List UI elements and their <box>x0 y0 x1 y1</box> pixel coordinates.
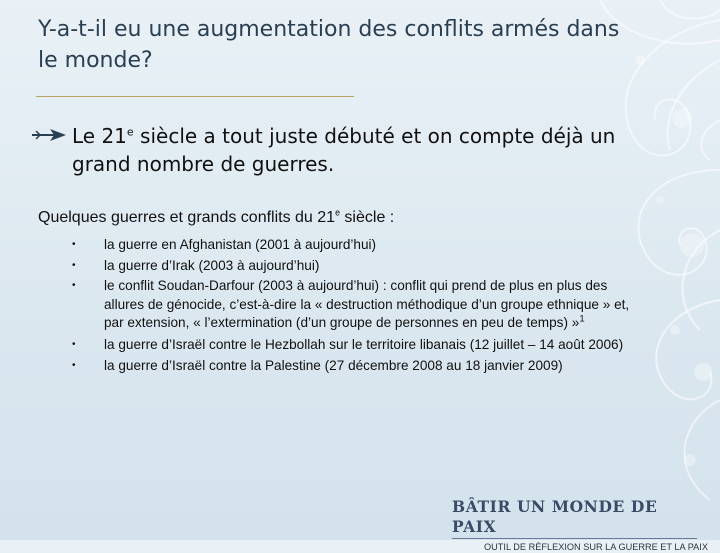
conflicts-subheading: Quelques guerres et grands conflits du 21e siècle : <box>38 207 395 226</box>
footnote-ref: 1 <box>579 313 585 325</box>
logo-divider <box>452 538 697 539</box>
conflicts-list <box>72 236 642 378</box>
list-item: • la guerre en Afghanistan (2001 à aujourd’hui) <box>72 236 642 255</box>
logo-tagline: OUTIL DE RÉFLEXION SUR LA GUERRE ET LA PAIX <box>484 542 708 552</box>
list-item: • le conflit Soudan-Darfour (2003 à aujourd’hui) : conflit qui prend de plus en plus des allures de génocide, c’est-à-dire la « destruction méthodique d’un groupe ethnique » et, par extension, « l’extermination (d’un groupe de personnes en peu de temps) »$^1$ <box>72 278 630 330</box>
slide-title: Y-a-t-il eu une augmentation des conflits armés dans le monde? <box>38 17 620 73</box>
bullet-icon: • <box>72 239 76 250</box>
logo-name: BÂTIR UN MONDE DE PAIX <box>452 497 658 536</box>
brand-logo <box>452 497 708 553</box>
list-item: • la guerre d’Israël contre la Palestine (27 décembre 2008 au 18 janvier 2009) <box>72 357 642 376</box>
bullet-icon: • <box>72 259 76 271</box>
bullet-icon: • <box>72 338 76 350</box>
intro-statement <box>40 122 680 178</box>
bullet-icon: • <box>72 360 76 371</box>
arrow-icon <box>32 128 68 142</box>
intro-text: Le 21e siècle a tout juste débuté et on compte déjà un grand nombre de guerres. <box>72 124 616 176</box>
title-divider <box>36 96 354 97</box>
list-item: • la guerre d’Israël contre le Hezbollah sur le territoire libanais (12 juillet – 14 août 2006) <box>72 336 642 355</box>
list-item: • la guerre d’Irak (2003 à aujourd’hui) <box>72 257 642 276</box>
bullet-icon: • <box>72 280 76 291</box>
